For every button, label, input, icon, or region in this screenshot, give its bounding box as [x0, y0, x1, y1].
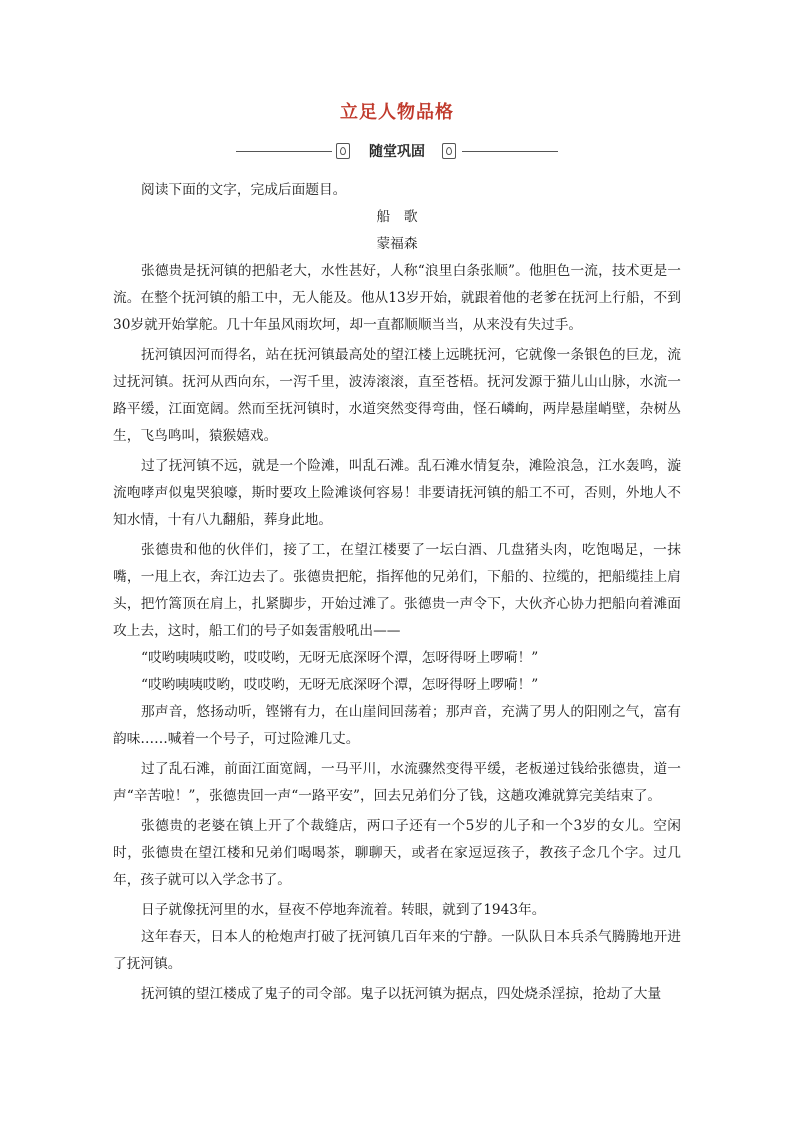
page-title: 立足人物品格 — [340, 102, 454, 123]
chant-line: “哎哟咦咦哎哟，哎哎哟，无呀无底深呀个潭，怎呀得呀上啰嗬！” — [141, 650, 539, 666]
paragraph: 张德贵和他的伙伴们，接了工，在望江楼要了一坛白酒、几盘猪头肉，吃饱喝足，一抹嘴，一甩上衣，奔江边去了。张德贵把舵，指挥他的兄弟们，下船的、拉缆的，把船缆挂上肩头，把竹篙顶在肩上，扎紧脚步，开始过滩了。张德贵一声令下，大伙齐心协力把船向着滩面攻上去，这时，船工们的号子如轰雷般吼出—— — [113, 542, 681, 639]
paragraph: 抚河镇因河而得名，站在抚河镇最高处的望江楼上远眺抚河，它就像一条银色的巨龙，流过抚河镇。抚河从西向东，一泻千里，波涛滚滚，直至苍梧。抚河发源于猫儿山山脉，水流一路平缓，江面宽阔。然而至抚河镇时，水道突然变得弯曲，怪石嶙峋，两岸悬崖峭壁，杂树丛生，飞鸟鸣叫，猿猴嬉戏。 — [113, 347, 681, 444]
paragraph: 抚河镇的望江楼成了鬼子的司令部。鬼子以抚河镇为据点，四处烧杀淫掠，抢劫了大量 — [141, 986, 662, 1002]
paragraph: 张德贵是抚河镇的把船老大，水性甚好，人称“浪里白条张顺”。他胆色一流，技术更是一流。在整个抚河镇的船工中，无人能及。他从13岁开始，就跟着他的老爹在抚河上行船，不到30岁就开始掌舵。几十年虽风雨坎坷，却一直都顺顺当当，从来没有失过手。 — [113, 263, 681, 333]
paragraph: 过了抚河镇不远，就是一个险滩，叫乱石滩。乱石滩水情复杂，滩险浪急，江水轰鸣，漩流咆哮声似鬼哭狼嚎，斯时要攻上险滩谈何容易！非要请抚河镇的船工不可，否则，外地人不知水情，十有八九翻船，葬身此地。 — [113, 458, 681, 528]
paragraph: 这年春天，日本人的枪炮声打破了抚河镇几百年来的宁静。一队队日本兵杀气腾腾地开进了抚河镇。 — [113, 929, 681, 972]
leaf-ornament-icon — [336, 143, 350, 159]
paragraph: 张德贵的老婆在镇上开了个裁缝店，两口子还有一个5岁的儿子和一个3岁的女儿。空闲时，张德贵在望江楼和兄弟们喝喝茶，聊聊天，或者在家逗逗孩子，教孩子念几个字。过几年，孩子就可以入学念书了。 — [113, 818, 681, 888]
paragraph: 日子就像抚河里的水，昼夜不停地奔流着。转眼，就到了1943年。 — [141, 902, 546, 918]
banner-rule-left — [236, 151, 332, 152]
story-author: 蒙福森 — [376, 236, 418, 252]
document-body — [113, 177, 681, 1008]
chant-line: “哎哟咦咦哎哟，哎哎哟，无呀无底深呀个潭，怎呀得呀上啰嗬！” — [141, 677, 539, 693]
section-label: 随堂巩固 — [369, 144, 425, 160]
leaf-ornament-icon — [442, 143, 456, 159]
paragraph: 过了乱石滩，前面江面宽阔，一马平川，水流骤然变得平缓，老板递过钱给张德贵，道一声“辛苦啦！”，张德贵回一声“一路平安”，回去兄弟们分了钱，这趟攻滩就算完美结束了。 — [113, 761, 681, 804]
banner-rule-right — [462, 151, 558, 152]
paragraph: 那声音，悠扬动听，铿锵有力，在山崖间回荡着；那声音，充满了男人的阳刚之气，富有韵味……喊着一个号子，可过险滩几丈。 — [113, 704, 681, 747]
story-title: 船 歌 — [376, 209, 418, 225]
instruction-text: 阅读下面的文字，完成后面题目。 — [141, 182, 347, 198]
section-banner — [236, 143, 558, 161]
